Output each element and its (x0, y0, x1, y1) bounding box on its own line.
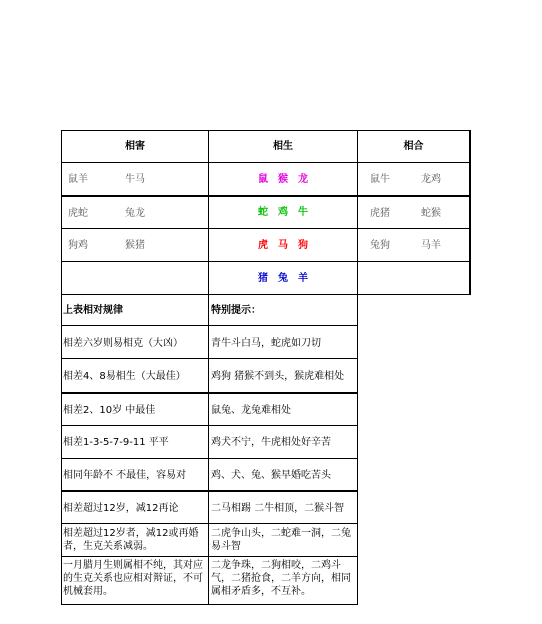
zodiac-label: 蛇 (258, 207, 268, 218)
header-xianghe: 相合 (403, 141, 424, 152)
zodiac-label: 狗 (298, 239, 308, 251)
zodiac-label: 虎 (258, 239, 268, 251)
xianghe-pair: 虎猪 (370, 208, 390, 219)
rules-border (61, 358, 358, 359)
zodiac-label: 马 (278, 239, 288, 251)
rule-left-item: 相差超过12岁者，减12或再婚者，生克关系减弱。 (63, 528, 199, 552)
rules-border (61, 556, 358, 557)
xianghe-pair: 马羊 (421, 240, 441, 251)
rule-left-item: 一月腊月生则属相不纯，其对应的生克关系也应相对辩证，不可机械套用。 (63, 560, 203, 597)
rule-left-item: 相差1-3-5-7-9-11 平平 (63, 437, 169, 448)
zodiac-label: 兔 (278, 272, 288, 284)
rule-left-item: 相同年龄不 不最佳，容易对 (63, 470, 187, 481)
rules-border (61, 392, 358, 394)
xianghai-pair: 兔龙 (125, 208, 145, 219)
rules-bottom-border (61, 604, 358, 605)
zodiac-label: 鼠 (258, 173, 268, 185)
xianghe-pair: 蛇猴 (421, 208, 441, 219)
xianghai-pair: 牛马 (125, 174, 145, 185)
rule-right-item: 二龙争珠，二狗相咬，二鸡斗气，二猪抢食，二羊方向，相同属相矛盾多，不互补。 (211, 560, 351, 597)
rule-left-item: 相差超过12岁，减12再论 (63, 503, 179, 514)
rules-border (61, 325, 358, 326)
zodiac-label: 龙 (298, 173, 308, 185)
rules-right-title: 特别提示： (211, 305, 261, 316)
rules-border (61, 490, 358, 492)
rule-right-item: 二虎争山头，二蛇难一洞，二兔易斗智 (211, 528, 351, 552)
xianghe-pair: 龙鸡 (421, 174, 441, 185)
table-bottom-border (61, 294, 471, 295)
xianghe-pair: 鼠牛 (370, 174, 390, 185)
xiangsheng-trio (209, 197, 357, 228)
xianghai-pair: 虎蛇 (68, 208, 88, 219)
xiangsheng-trio (209, 163, 357, 195)
rule-left-item: 相差六岁则易相克（大凶） (63, 338, 183, 349)
zodiac-label: 猪 (258, 272, 268, 284)
xianghai-pair: 鼠羊 (68, 174, 88, 185)
table-right-border (469, 130, 471, 294)
rule-right-item: 鸡、犬、兔、猴早婚吃苦头 (211, 470, 331, 481)
rule-right-item: 二马相踢 二牛相顶，二猴斗智 (211, 503, 345, 514)
rule-right-item: 鸡犬不宁，牛虎相处好辛苦 (211, 437, 331, 448)
rules-right-border (357, 294, 358, 605)
rules-left-title: 上表相对规律 (63, 305, 123, 316)
rule-right-item: 鸡狗 猪猴不到头，猴虎难相处 (211, 371, 345, 382)
rules-border (61, 523, 358, 524)
xiangsheng-trio (209, 262, 357, 294)
zodiac-label: 猴 (278, 173, 288, 185)
rules-middle-border (208, 294, 209, 605)
xianghai-pair: 猴猪 (125, 240, 145, 251)
rules-border (61, 458, 358, 459)
rules-border (61, 425, 358, 426)
xianghe-pair: 兔狗 (370, 240, 390, 251)
xianghai-pair: 狗鸡 (68, 240, 88, 251)
xiangsheng-trio (209, 229, 357, 261)
rule-right-item: 鼠兔、龙兔难相处 (211, 405, 291, 416)
zodiac-label: 鸡 (278, 207, 288, 218)
zodiac-label: 羊 (298, 272, 308, 284)
rules-left-border (61, 294, 62, 605)
rule-right-item: 青牛斗白马，蛇虎如刀切 (211, 338, 321, 349)
zodiac-label: 牛 (298, 207, 308, 218)
header-xiangsheng: 相生 (273, 141, 293, 152)
header-xianghai: 相害 (125, 141, 145, 152)
rule-left-item: 相差2、10岁 中最佳 (63, 405, 156, 416)
rule-left-item: 相差4、8易相生（大最佳） (63, 371, 186, 382)
